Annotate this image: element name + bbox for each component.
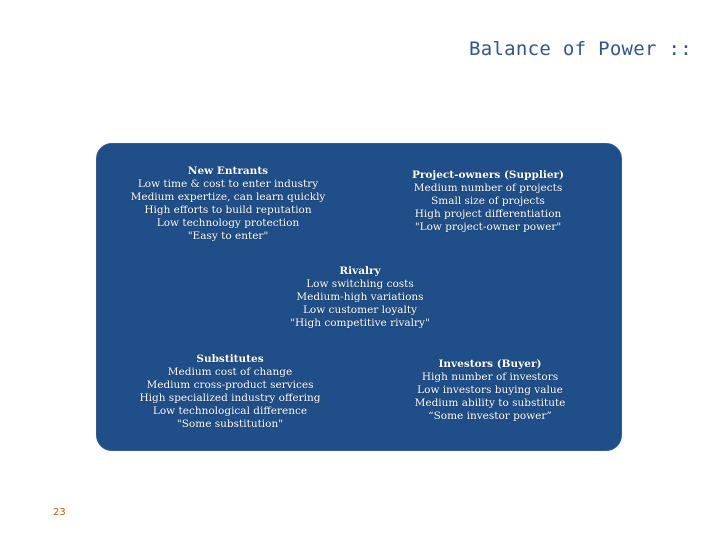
new-entrants-line: "Easy to enter": [187, 230, 269, 242]
new-entrants-line: Low time & cost to enter industry: [137, 178, 319, 190]
suppliers-line: High project differentiation: [414, 208, 562, 220]
suppliers-line: Medium number of projects: [413, 182, 563, 194]
new-entrants-block: [130, 165, 326, 243]
buyers-line: Low investors buying value: [417, 384, 563, 396]
rivalry-line: Low switching costs: [306, 278, 414, 290]
substitutes-line: Medium cost of change: [167, 366, 293, 378]
buyers-line: “Some investor power”: [428, 410, 552, 422]
rivalry-heading: Rivalry: [339, 265, 381, 277]
buyers-block: [405, 358, 575, 423]
slide-title: Balance of Power ::: [468, 38, 692, 60]
buyers-heading: Investors (Buyer): [438, 358, 542, 370]
suppliers-heading: Project-owners (Supplier): [412, 169, 564, 181]
suppliers-line: "Low project-owner power": [414, 221, 562, 233]
rivalry-block: [275, 265, 445, 330]
rivalry-line: Medium-high variations: [296, 291, 424, 303]
new-entrants-line: Medium expertize, can learn quickly: [130, 191, 326, 203]
substitutes-line: Medium cross-product services: [146, 379, 314, 391]
new-entrants-heading: New Entrants: [187, 165, 269, 177]
suppliers-block: [405, 169, 571, 234]
rivalry-line: "High competitive rivalry": [290, 317, 430, 329]
substitutes-line: "Some substitution": [176, 418, 284, 430]
buyers-line: High number of investors: [421, 371, 559, 383]
page-number: 23: [53, 507, 66, 518]
new-entrants-line: High efforts to build reputation: [144, 204, 312, 216]
substitutes-heading: Substitutes: [196, 353, 264, 365]
suppliers-line: Small size of projects: [431, 195, 545, 207]
buyers-line: Medium ability to substitute: [414, 397, 566, 409]
substitutes-line: High specialized industry offering: [139, 392, 321, 404]
substitutes-block: [135, 353, 325, 431]
substitutes-line: Low technological difference: [152, 405, 308, 417]
new-entrants-line: Low technology protection: [156, 217, 300, 229]
rivalry-line: Low customer loyalty: [302, 304, 418, 316]
